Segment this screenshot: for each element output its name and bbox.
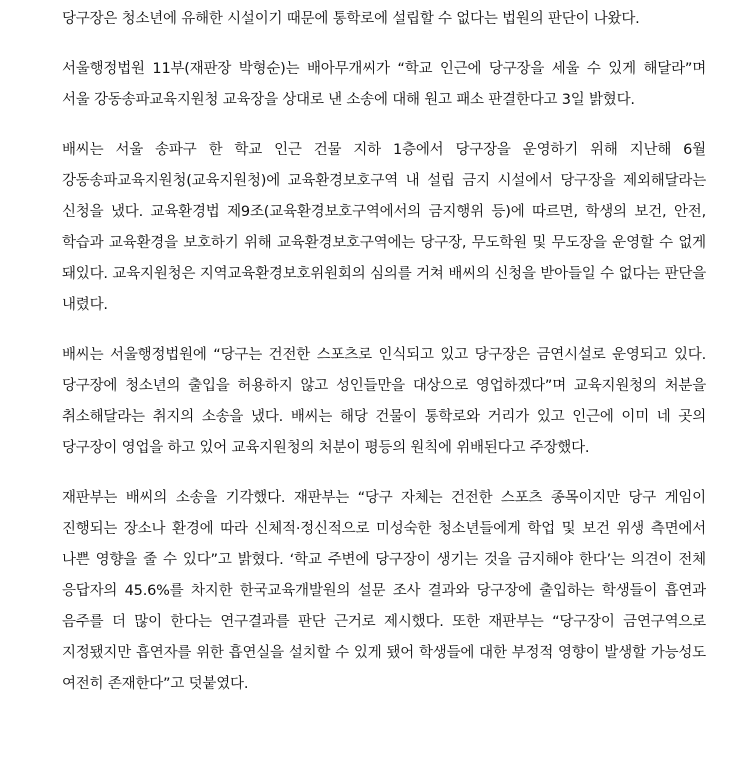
article-paragraph-5: 재판부는 배씨의 소송을 기각했다. 재판부는 “당구 자체는 건전한 스포츠 종목이지만 당구 게임이 진행되는 장소나 환경에 따라 신체적·정신적으로 미성숙한 청소년들에게 학업 및 보건 위생 측면에서 나쁜 영향을 줄 수 있다”고 밝혔다. ‘학교 주변에 당구장이 생기는 것을 금지해야 한다’는 의견이 전체 응답자의 45.6%를 차지한 한국교육개발원의 설문 조사 결과와 당구장에 출입하는 학생들이 흡연과 음주를 더 많이 한다는 연구결과를 판단 근거로 제시했다. 또한 재판부는 “당구장이 금연구역으로 지정됐지만 흡연자를 위한 흡연실을 설치할 수 있게 됐어 학생들에 대한 부정적 영향이 발생할 가능성도 여전히 존재한다”고 덧붙였다. (62, 490, 706, 692)
article-paragraph-2: 서울행정법원 11부(재판장 박형순)는 배아무개씨가 “학교 인근에 당구장을 세울 수 있게 해달라”며 서울 강동송파교육지원청 교육장을 상대로 낸 소송에 대해 원고 패소 판결한다고 3일 밝혔다. (62, 61, 706, 108)
article-paragraph-1: 당구장은 청소년에 유해한 시설이기 때문에 통학로에 설립할 수 없다는 법원의 판단이 나왔다. (62, 11, 640, 27)
article-paragraph-4: 배씨는 서울행정법원에 “당구는 건전한 스포츠로 인식되고 있고 당구장은 금연시설로 운영되고 있다. 당구장에 청소년의 출입을 허용하지 않고 성인들만을 대상으로 영업하겠다”며 교육지원청의 처분을 취소해달라는 취지의 소송을 냈다. 배씨는 해당 건물이 통학로와 거리가 있고 인근에 이미 네 곳의 당구장이 영업을 하고 있어 교육지원청의 처분이 평등의 원칙에 위배된다고 주장했다. (62, 347, 706, 456)
article-paragraph-3: 배씨는 서울 송파구 한 학교 인근 건물 지하 1층에서 당구장을 운영하기 위해 지난해 6월 강동송파교육지원청(교육지원청)에 교육환경보호구역 내 설립 금지 시설에서 당구장을 제외해달라는 신청을 냈다. 교육환경법 제9조(교육환경보호구역에서의 금지행위 등)에 따르면, 학생의 보건, 안전, 학습과 교육환경을 보호하기 위해 교육환경보호구역에는 당구장, 무도학원 및 무도장을 운영할 수 없게 돼있다. 교육지원청은 지역교육환경보호위원회의 심의를 거쳐 배씨의 신청을 받아들일 수 없다는 판단을 내렸다. (62, 142, 706, 313)
